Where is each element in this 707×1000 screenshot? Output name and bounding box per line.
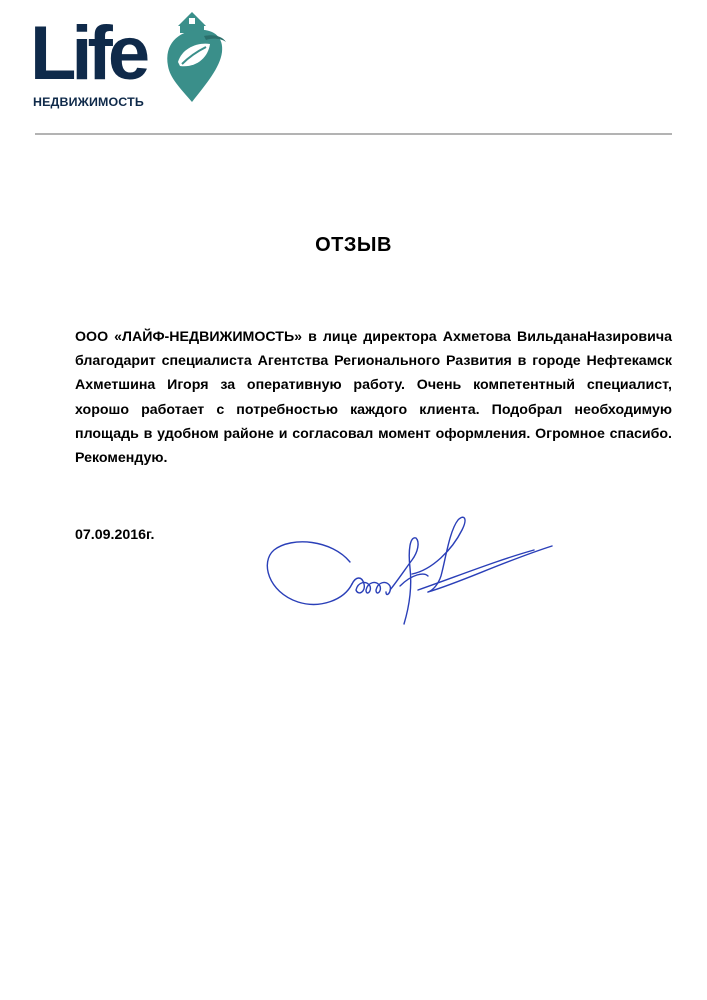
document-title: ОТЗЫВ xyxy=(315,234,392,256)
logo-wordmark: Life xyxy=(30,11,146,96)
logo-tagline: НЕДВИЖИМОСТЬ xyxy=(33,95,144,109)
handwritten-signature xyxy=(262,510,557,635)
document-body: ООО «ЛАЙФ-НЕДВИЖИМОСТЬ» в лице директора Ахметова ВильданаНазировича благодарит специалиста Агентства Регионального Развития в городе Нефтекамск Ахметшина Игоря за оперативную работу. Очень компетентный специалист, хорошо работает с потребностью каждого клиента. Подобрал необходимую площадь в удобном районе и согласовал момент оформления. Огромное спасибо. Рекомендую. xyxy=(75,329,672,467)
company-logo xyxy=(30,6,230,110)
logo-house-leaf-icon xyxy=(158,6,228,104)
document-date: 07.09.2016г. xyxy=(75,527,155,543)
header-divider xyxy=(35,133,672,135)
logo-drop-shape xyxy=(167,30,222,102)
